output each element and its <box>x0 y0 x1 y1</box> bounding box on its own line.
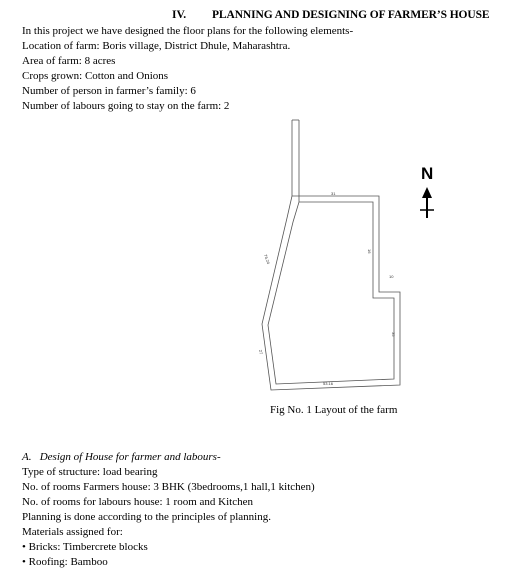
material-bricks: • Bricks: Timbercrete blocks <box>22 541 148 553</box>
farm-layout-figure <box>240 118 470 403</box>
planning-note: Planning is done according to the principles of planning. <box>22 511 271 523</box>
farm-boundary <box>262 120 400 390</box>
figure-caption: Fig No. 1 Layout of the farm <box>270 404 398 416</box>
section-number: IV. <box>172 9 187 21</box>
dim-left-lower: 27 <box>258 349 264 355</box>
subsection-title: Design of House for farmer and labours- <box>39 451 221 463</box>
house-details <box>22 465 315 570</box>
intro-line: In this project we have designed the floor plans for the following elements- <box>22 25 354 37</box>
dim-bottom: 53.16 <box>323 381 334 386</box>
farm-area: Area of farm: 8 acres <box>22 55 116 67</box>
dim-right-lower: 35 <box>391 332 396 337</box>
labour-rooms: No. of rooms for labours house: 1 room and Kitchen <box>22 496 253 508</box>
dim-top: 31 <box>331 191 336 196</box>
intro-paragraph <box>22 24 353 114</box>
family-size: Number of person in farmer’s family: 6 <box>22 85 196 97</box>
farm-location: Location of farm: Boris village, District Dhule, Maharashtra. <box>22 40 291 52</box>
north-arrow-icon <box>420 164 434 218</box>
svg-text:N: N <box>421 164 434 183</box>
dim-right-upper: 16 <box>367 249 372 254</box>
farm-layout-drawing <box>240 118 470 403</box>
subsection-label: A. <box>22 451 32 463</box>
dim-left-upper: 76.24 <box>263 253 272 265</box>
structure-type: Type of structure: load bearing <box>22 466 158 478</box>
materials-heading: Materials assigned for: <box>22 526 123 538</box>
dim-step: 10 <box>389 274 394 279</box>
subsection-heading <box>22 451 221 463</box>
material-roofing: • Roofing: Bamboo <box>22 556 108 568</box>
labour-count: Number of labours going to stay on the farm: 2 <box>22 100 230 112</box>
crops-grown: Crops grown: Cotton and Onions <box>22 70 169 82</box>
section-heading <box>0 9 508 23</box>
farmer-rooms: No. of rooms Farmers house: 3 BHK (3bedrooms,1 hall,1 kitchen) <box>22 481 315 493</box>
section-title: PLANNING AND DESIGNING OF FARMER’S HOUSE <box>212 9 490 21</box>
